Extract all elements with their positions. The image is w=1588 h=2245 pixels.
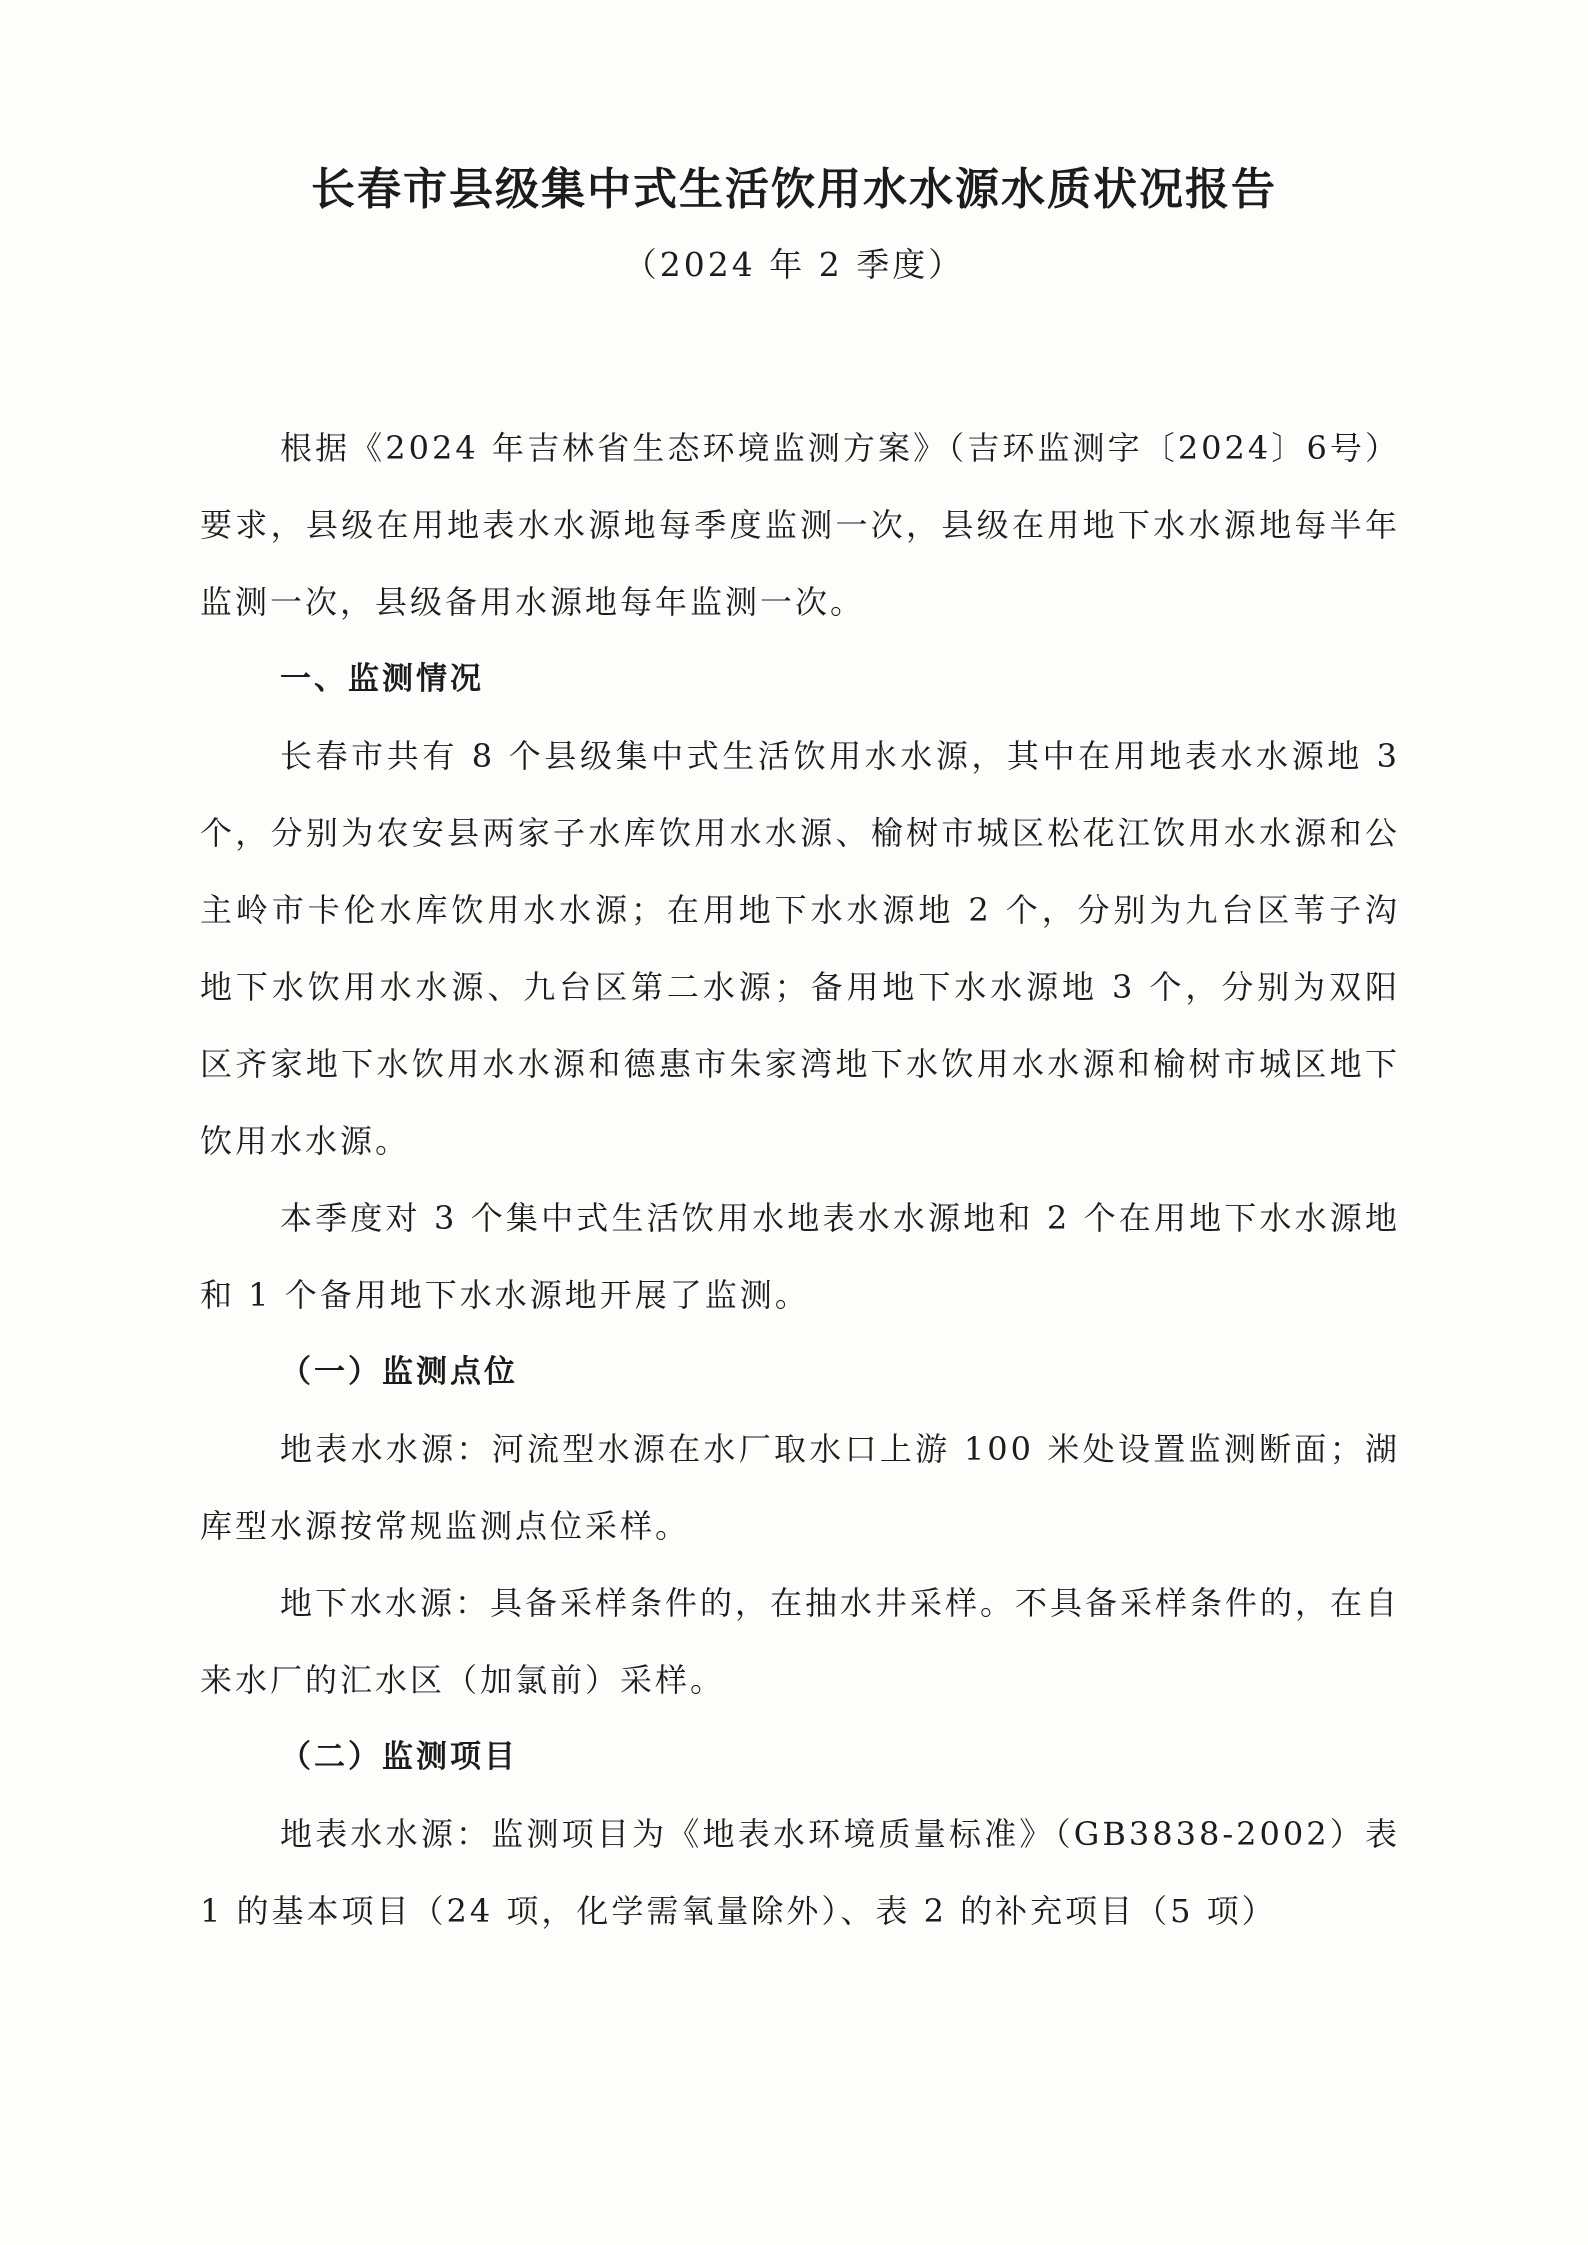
paragraph-surface-items: 地表水水源：监测项目为《地表水环境质量标准》（GB3838-2002）表 1 的基本项目（24 项，化学需氧量除外）、表 2 的补充项目（5 项） xyxy=(200,1815,1400,1930)
paragraph-water-sources: 长春市共有 8 个县级集中式生活饮用水水源，其中在用地表水水源地 3 个，分别为农安县两家子水库饮用水水源、榆树市城区松花江饮用水水源和公主岭市卡伦水库饮用水水源；在用地下水水源地 2 个，分别为九台区苇子沟地下水饮用水水源、九台区第二水源；备用地下水水源地 3 个，分别为双阳区齐家地下水饮用水水源和德惠市朱家湾地下水饮用水水源和榆树市城区地下饮用水水源。 xyxy=(200,737,1400,1160)
subsection-heading-points: （一）监测点位 xyxy=(280,1354,518,1390)
paragraph-quarter-scope: 本季度对 3 个集中式生活饮用水地表水水源地和 2 个在用地下水水源地和 1 个备用地下水水源地开展了监测。 xyxy=(200,1199,1400,1314)
section-heading-monitoring: 一、监测情况 xyxy=(280,661,484,697)
subsection-heading-items: （二）监测项目 xyxy=(280,1739,518,1775)
intro-paragraph: 根据《2024 年吉林省生态环境监测方案》（吉环监测字〔2024〕6号）要求，县级在用地表水水源地每季度监测一次，县级在用地下水水源地每半年监测一次，县级备用水源地每年监测一次。 xyxy=(200,429,1400,621)
paragraph-surface-points: 地表水水源：河流型水源在水厂取水口上游 100 米处设置监测断面；湖库型水源按常规监测点位采样。 xyxy=(200,1430,1400,1545)
document-subtitle: （2024 年 2 季度） xyxy=(623,245,965,284)
document-title: 长春市县级集中式生活饮用水水源水质状况报告 xyxy=(311,164,1277,215)
paragraph-ground-points: 地下水水源：具备采样条件的，在抽水井采样。不具备采样条件的，在自来水厂的汇水区（加氯前）采样。 xyxy=(200,1584,1401,1699)
document-body xyxy=(200,410,1400,1950)
